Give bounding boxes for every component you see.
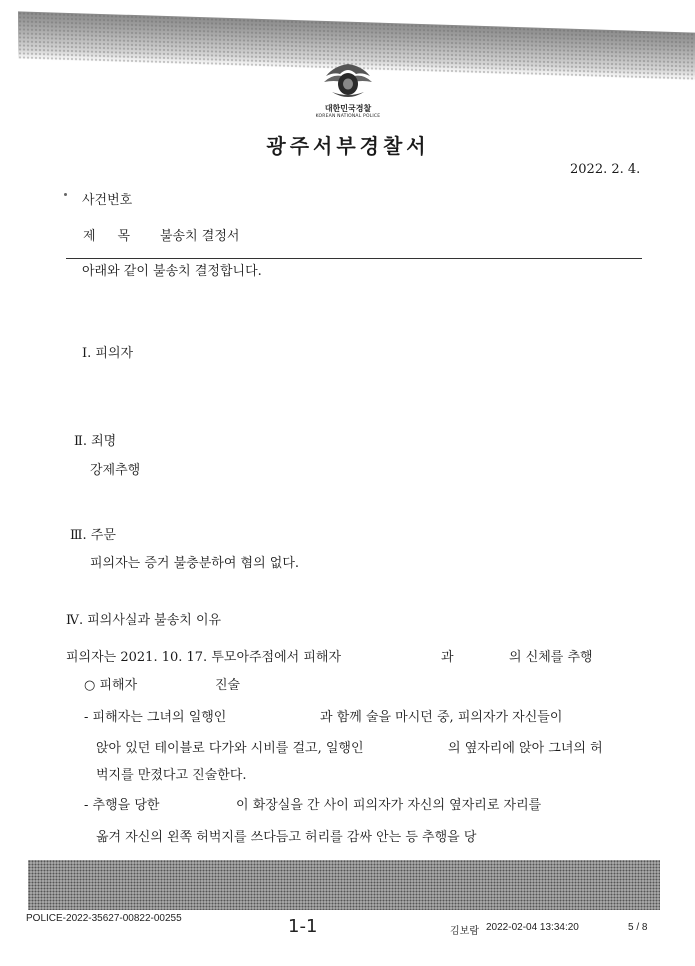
bullet2-line1-a: - 추행을 당한 [84,798,160,813]
header-rule [66,258,642,259]
emblem-english-text: KOREAN NATIONAL POLICE [315,114,381,119]
section-order-heading: Ⅲ. 주문 [70,528,116,543]
case-number-label: 사건번호 [82,193,133,208]
subject-value: 불송치 결정서 [160,229,240,244]
document-date: 2022. 2. 4. [570,162,641,177]
bullet-dot [64,193,67,196]
victim-statement-word: 진술 [215,678,241,693]
subject-label: 제목 [83,229,153,244]
facts-line1-b: 과 [441,650,454,665]
scan-redaction-band [28,860,660,910]
footer-officer-name: 김보람 [450,926,479,937]
section-suspect-heading: Ⅰ. 피의자 [82,346,134,361]
police-emblem-icon [322,62,374,102]
footer-page-number: 5 / 8 [628,922,648,933]
emblem-korean-text: 대한민국경찰 [324,104,372,113]
intro-sentence: 아래와 같이 불송치 결정합니다. [82,264,262,279]
facts-line1-a: 피의자는 2021. 10. 17. 투모아주점에서 피해자 [66,650,342,665]
police-office-title: 광주서부경찰서 [266,134,430,158]
bullet1-line2-b: 의 옆자리에 앉아 그녀의 허 [448,741,603,756]
bullet1-line2-a: 앉아 있던 테이블로 다가와 시비를 걸고, 일행인 [96,741,364,756]
victim-statement-heading: ○ 피해자 [84,678,138,693]
charge-value: 강제추행 [90,463,141,478]
section-charge-heading: Ⅱ. 죄명 [74,434,117,449]
order-value: 피의자는 증거 불충분하여 혐의 없다. [90,556,300,571]
facts-line1-c: 의 신체를 추행 [509,650,593,665]
bullet1-line1-b: 과 함께 술을 마시던 중, 피의자가 자신들이 [320,710,563,725]
bullet2-line1-b: 이 화장실을 간 사이 피의자가 자신의 옆자리로 자리를 [236,798,542,813]
footer-handwritten-mark: 1-1 [288,916,318,937]
bullet1-line1-a: - 피해자는 그녀의 일행인 [84,710,227,725]
bullet2-line2: 옮겨 자신의 왼쪽 허벅지를 쓰다듬고 허리를 감싸 안는 등 추행을 당 [96,830,477,845]
section-facts-heading: Ⅳ. 피의사실과 불송치 이유 [66,613,222,628]
bullet1-line3: 벅지를 만졌다고 진술한다. [96,768,247,783]
footer-document-id: POLICE-2022-35627-00822-00255 [26,913,182,924]
footer-timestamp: 2022-02-04 13:34:20 [486,922,579,933]
